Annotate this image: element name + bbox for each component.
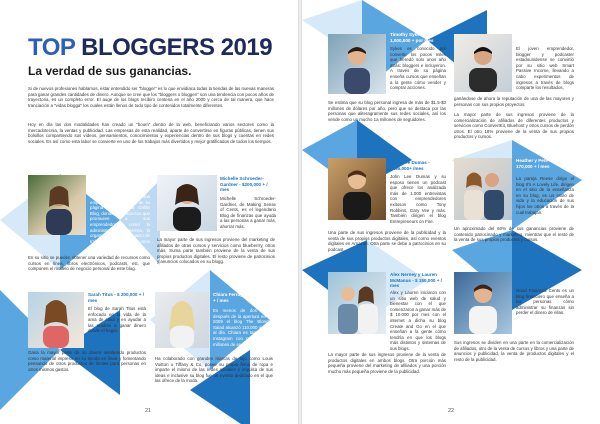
sarah-titus-caption: Sarah Titus - $ 200,000 + / mes [88, 292, 144, 303]
john-lee-dumas-caption: John Lee Dumas - $195,000+ /mes [390, 160, 430, 171]
melyssa-griffin-caption: Melyssa Griffin - $280,000 + / mes [90, 178, 151, 189]
jeff-rose-text-2: Sus ingresos se dividen en una parte en la comercialización de afiliados, otro de la venta de cursos y libros y una parte de anuncios y publicidad, la venta de productos digitales y el resto de la publicidad. [454, 340, 574, 362]
chiara-ferragni-caption: Chiara Ferragni - $200,000 + / mes [213, 292, 271, 303]
john-lee-dumas-photo [328, 158, 386, 220]
timothy-sykes-text: Sykes es conocido por convertir los pocos miles que heredó solo unos año atrás: bloggers e incluyeron. A través de su página enseña cursos que enseñan a la gente cómo vender y comprar acciones. [390, 46, 446, 91]
pat-flynn-text: El joven emprendedor, blogger y podcaster estadounidense se convirtió por su sitio web Smart Passive Income, llevando a cabo experimentos de ingresos a través de blogs comparte los resultados, [516, 46, 574, 91]
sarah-titus-photo [28, 292, 84, 348]
michelle-schroeder-text-2: La mayor parte de sus ingresos proviene del marketing de afiliados de otras cursos y servicios como blueberrry, otros más. Suma parte también proviene de la venta de sus propios productos digitales. El resto proviene de patrocinios y anuncios colocados en su blogg. [157, 237, 275, 265]
alex-lauren-text: Alex y Lauren iniciaron con un sitio web de salud y bienestar con el que comenzaron a ganar más de $ 10.000 por mes con el internet a dicha su blog Create and Go en el que enseñan a la gente cómo tendría en que los blogs más distintos y sistemas de sus blogs. [390, 290, 446, 351]
michelle-schroeder-text: Michelle Schroeder-Gardner, de Making Sense of Cents, es el legendario Blog de finanzas que ayuda a las personas a ganar más, ahorrar más. [220, 196, 276, 229]
heather-pete-reese-photo [454, 158, 512, 220]
pat-flynn-photo [454, 34, 512, 92]
chiara-ferragni-text: Es menos de dos años después de la apertura en el 2009 el blog The Blonde Salad alcanzó 110.000 visitas al día. Chiara es también el Instagram con más de 15 millones de seguidores. [213, 308, 271, 347]
chiara-ferragni-text-2: Ha colaborado con grandes marcas de lujo como Louis Vuitton o Tiffany & Co, posee su propia firma de ropa e imparte el mismo de las redes sociales y impulsa de sus ideas e inclusive su blog fue un evento dedicado en el que las ofrece de la moda. [155, 356, 273, 384]
jeff-rose-caption: Jeff Rose - $ 130,000 + / mes [516, 272, 568, 283]
left-page [0, 0, 298, 424]
sarah-titus-text: El blog de Sarah Titus está enfocado en la vida de la ama de casa y en ayudar a las madres a ganar dinero desde el hogar. [88, 306, 146, 334]
alex-lauren-text-2: La mayor parte de sus ingresos proviene de la venta de productos digitales en ambos blogs. Otra porción más pequeña proviene del marketing de afiliados y una porción mucho más pequeña proviene de la publicidad. [328, 352, 446, 374]
pat-flynn-text-2: ganándose de ahora la reputación de una de las mayores y personas con sus propios proyectos. [454, 96, 574, 107]
michelle-schroeder-photo [157, 175, 217, 231]
intro-paragraph-2: Hoy en día las dos modalidades han creado un "boom" dentro de la web, beneficiando varios sectores como la mercadotecnia, la ventas y publicidad. Las empresas de esta realidad, aparte de convertirse en figuras públicas, tienen sus bolsillos compartiendo sus vídeos, pensamientos, conocimientos y experiencias dentro de sus blogs y cuentas en redes sociales. Es así como esta labor se convierte en uno de los trabajos más divertidos y mejor gratificados de todos los tiempos. [28, 122, 274, 144]
alex-lauren-photo [328, 272, 386, 334]
alex-lauren-caption: Alex Nerney y Lauren McManus - $ 150,000 + / mes [390, 272, 442, 289]
chiara-ferragni-photo [155, 292, 209, 348]
jeff-rose-photo [454, 272, 512, 334]
john-lee-dumas-text-2: Una parte de sus ingresos proviene de la publicidad y la venta de sus propios productos digitales, así como eventos digitales en Amazon. Otra parte se debe a patrocinios en su podcast. [328, 230, 446, 252]
melyssa-griffin-text-2: En su sitio se pueden obtener una variedad de recursos como cursos en línea, libros electrónicos, podcasts, etc. que componen el modelo de negocio personal de este blog. [28, 255, 150, 272]
intro-paragraph: Si de nuevos profesiones hablamos, estar entendido ser "blogger" es lo que envidiaca todas la tiendas de las nuevas maneras para ganar grandes cantidades de dinero. Aunque se cree que los "bloggers o bloggeri" son una tendencia con pocos años de trayectoria, es un completo error. El auge de los blogs recibiro centena en el año 2000 y cerca de tal manera, que hace tranciación a "vidas blogga" los cuales están llenos de todo tipo de contenidos totalmente diferentes. [28, 86, 274, 108]
right-page [302, 0, 600, 424]
page-number: 21 [145, 408, 152, 414]
page-subtitle: La verdad de sus ganancias. [28, 64, 192, 78]
pat-flynn-caption: Pat Flynn - $200,000+ / mes [516, 32, 576, 37]
sarah-titus-text-2: Gana la mayor parte de su dinero vendiendo productos como material impreso en su tienda en línea y fomentando pensando de otros productos de límites para personas en otros mismos gastos. [28, 350, 146, 372]
title-top: TOP [28, 34, 75, 61]
timothy-sykes-text-2: Se estima que su blog personal ingresa de más de $1.5-$3 millones de dólares por año, pero que se destaca por las personas que aliteragramente sus redes sociales, así los vende como un mucho 1a millones de seguidores. [328, 100, 446, 122]
page-title [28, 34, 272, 62]
heather-pete-reese-caption: Heather y Pete Reese - $ 170,000 + / mes [516, 158, 570, 169]
melyssa-griffin-text: Melyssa Griffin es una emprendedora a través de su página The Melyssa Griffin Blog, donde los productos que promueve a sus emprendedores, como la administración de tiempo, la organización de su espacio de trabajo y muchos otros productos. [90, 194, 150, 250]
michelle-schroeder-caption: Michelle Schroeder-Gardner - $200,000 + / mes [220, 176, 268, 193]
jeff-rose-text: Good Financial Cents es un blog financiero que enseña a los personas cómo administrar su finanzas sin perder el dinero de ellas. [516, 288, 574, 316]
melyssa-griffin-photo [28, 175, 86, 235]
heather-pete-reese-text-2: Un aproximado del 60% de sus ganancias proviene de contenido patrocinado y marketing, mientras que el resto de la venta de sus propios productos y cursos. [454, 226, 574, 243]
title-rest: BLOGGERS 2019 [81, 34, 273, 61]
timothy-sykes-photo [328, 34, 386, 94]
page-number: 22 [448, 408, 455, 414]
timothy-sykes-caption: Timothy Sykes - $ 1,000,000 + por mes [390, 32, 434, 43]
heather-pete-reese-text: La pareja Reese dirige el blog It's A Lovely Life, dirigen en el sitio de la enseñanza en su blog, es un estilo de vida y la educación de sus hijos los otros a través de la cual trabajan. [516, 176, 574, 215]
pat-flynn-text-3: La mayor parte de sus ingresos proviene de la comercialización de afiliados de diferentes productos y servicios como ConvertKit, Bluehost y otros cursos de perdón otros. El otro 18% proviene de la venta de sus propios productos y cursos. [454, 112, 574, 140]
john-lee-dumas-text: John Lee Dumas y su esposo tienen un podcast que ofrece los analizada más de 1.000 entrevistas con emprendedores exitosos como Tony Robbins, Gary Vee y más. También dirigen el blog Entrepreneurs on Fire. [390, 174, 446, 224]
